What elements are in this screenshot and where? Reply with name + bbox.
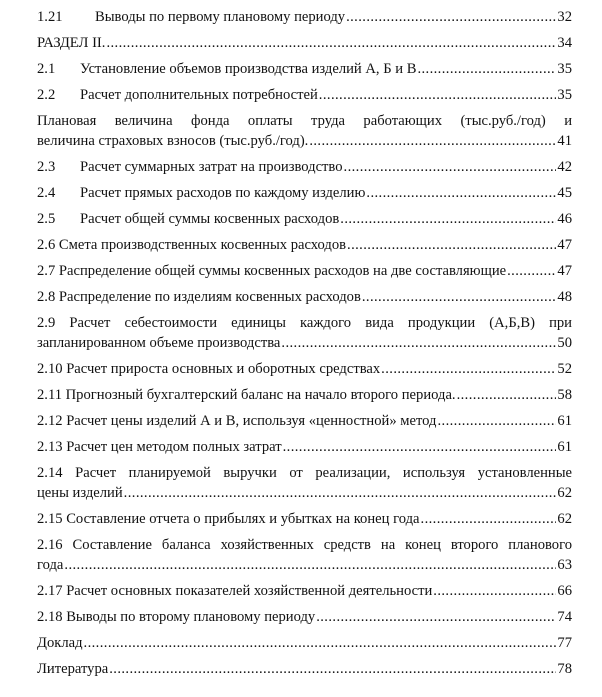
toc-entry[interactable] <box>37 633 572 653</box>
toc-entry-page: 61 <box>557 413 572 429</box>
dot-leader <box>507 261 556 281</box>
dot-leader <box>109 659 556 679</box>
dot-leader <box>362 287 557 307</box>
toc-entry-number: 1.21 <box>37 9 63 25</box>
toc-entry-page: 35 <box>557 87 572 103</box>
toc-entry-title: 2.12 Расчет цены изделий А и В, используя «ценностной» метод <box>37 413 437 429</box>
toc-entry-title: года <box>37 557 64 573</box>
toc-entry[interactable] <box>37 7 572 27</box>
toc-entry-page: 62 <box>557 485 572 501</box>
toc-entry-title: 2.10 Расчет прироста основных и оборотных средствах <box>37 361 381 377</box>
toc-entry-page: 66 <box>557 583 572 599</box>
toc-entry-title-line1: Плановая величина фонда оплаты труда работающих (тыс.руб./год) и <box>37 113 572 129</box>
toc-entry-title: РАЗДЕЛ II. <box>37 35 106 51</box>
toc-entry-page: 32 <box>557 9 572 25</box>
toc-entry-title: запланированном объеме производства <box>37 335 281 351</box>
toc-entry-page: 58 <box>557 387 572 403</box>
toc-entry-page: 35 <box>557 61 572 77</box>
toc-entry-line <box>37 483 572 503</box>
dot-leader <box>106 33 556 53</box>
toc-entry-title: 2.15 Составление отчета о прибылях и убытках на конец года <box>37 511 420 527</box>
toc-entry-page: 50 <box>557 335 572 351</box>
toc-entry[interactable] <box>37 261 572 281</box>
toc-entry-title: Расчет прямых расходов по каждому изделию <box>80 185 366 201</box>
toc-entry-title: 2.13 Расчет цен методом полных затрат <box>37 439 282 455</box>
dot-leader <box>64 555 556 575</box>
toc-entry-title: Выводы по первому плановому периоду <box>95 9 346 25</box>
toc-entry-number: 2.5 <box>37 211 56 227</box>
dot-leader <box>124 483 557 503</box>
toc-entry-line <box>37 7 572 27</box>
toc-entry[interactable] <box>37 659 572 679</box>
toc-entry[interactable] <box>37 581 572 601</box>
toc-entry-title: Доклад <box>37 635 83 651</box>
toc-entry-line <box>37 235 572 255</box>
toc-entry-line <box>37 385 572 405</box>
dot-leader <box>417 59 556 79</box>
toc-entry-line <box>37 131 572 151</box>
toc-entry[interactable] <box>37 359 572 379</box>
dot-leader <box>84 633 557 653</box>
toc-entry[interactable] <box>37 287 572 307</box>
toc-entry-line <box>37 509 572 529</box>
toc-entry-number: 2.4 <box>37 185 56 201</box>
toc-entry[interactable] <box>37 59 572 79</box>
dot-leader <box>340 209 556 229</box>
toc-entry-line <box>37 359 572 379</box>
toc-entry-line <box>37 333 572 353</box>
toc-entry-title: 2.7 Распределение общей суммы косвенных расходов на две составляющие <box>37 263 507 279</box>
toc-entry-line <box>37 183 572 203</box>
toc-entry-page: 41 <box>557 133 572 149</box>
toc-entry-line <box>37 33 572 53</box>
toc-entry[interactable] <box>37 463 572 503</box>
toc-entry-line <box>37 59 572 79</box>
toc-entry-title: 2.8 Распределение по изделиям косвенных расходов <box>37 289 361 305</box>
toc-entry-line <box>37 659 572 679</box>
toc-entry-number: 2.3 <box>37 159 56 175</box>
toc-entry[interactable] <box>37 509 572 529</box>
toc-entry-title: Расчет суммарных затрат на производство <box>80 159 343 175</box>
toc-entry-number: 2.2 <box>37 87 56 103</box>
toc-entry[interactable] <box>37 111 572 151</box>
dot-leader <box>316 607 556 627</box>
toc-entry-title-line1: 2.16 Составление баланса хозяйственных средств на конец второго планового <box>37 537 572 553</box>
toc-entry-page: 34 <box>557 35 572 51</box>
dot-leader <box>381 359 556 379</box>
toc-entry-title: 2.18 Выводы по второму плановому периоду <box>37 609 316 625</box>
toc-entry-title-line1: 2.14 Расчет планируемой выручки от реализации, используя установленные <box>37 465 572 481</box>
toc-entry-title: Расчет дополнительных потребностей <box>80 87 318 103</box>
toc-entry-page: 47 <box>557 263 572 279</box>
toc-entry-line <box>37 261 572 281</box>
dot-leader <box>366 183 556 203</box>
dot-leader <box>281 333 556 353</box>
toc-entry-line <box>37 607 572 627</box>
table-of-contents <box>37 7 572 685</box>
toc-entry-page: 45 <box>557 185 572 201</box>
toc-entry-page: 61 <box>557 439 572 455</box>
toc-entry-page: 74 <box>557 609 572 625</box>
toc-entry-page: 46 <box>557 211 572 227</box>
toc-entry-page: 48 <box>557 289 572 305</box>
toc-entry-title: 2.6 Смета производственных косвенных расходов <box>37 237 347 253</box>
toc-entry-page: 62 <box>557 511 572 527</box>
toc-entry-page: 77 <box>557 635 572 651</box>
dot-leader <box>437 411 556 431</box>
toc-entry-line <box>37 85 572 105</box>
toc-entry-page: 47 <box>557 237 572 253</box>
toc-entry-line <box>37 411 572 431</box>
toc-entry-page: 52 <box>557 361 572 377</box>
toc-entry-line <box>37 555 572 575</box>
toc-entry-title: Установление объемов производства изделий А, Б и В <box>80 61 417 77</box>
dot-leader <box>346 7 556 27</box>
dot-leader <box>344 157 557 177</box>
toc-entry[interactable] <box>37 385 572 405</box>
toc-entry[interactable] <box>37 313 572 353</box>
toc-entry-line <box>37 581 572 601</box>
toc-entry-line <box>37 633 572 653</box>
dot-leader <box>457 385 557 405</box>
toc-entry-line <box>37 209 572 229</box>
toc-entry-title-line1: 2.9 Расчет себестоимости единицы каждого вида продукции (А,Б,В) при <box>37 315 572 331</box>
dot-leader <box>283 437 557 457</box>
dot-leader <box>433 581 556 601</box>
toc-entry[interactable] <box>37 209 572 229</box>
toc-entry-title: цены изделий <box>37 485 123 501</box>
dot-leader <box>421 509 557 529</box>
toc-entry[interactable] <box>37 85 572 105</box>
toc-entry-line <box>37 287 572 307</box>
dot-leader <box>309 131 556 151</box>
toc-entry-title: 2.11 Прогнозный бухгалтерский баланс на начало второго периода. <box>37 387 456 403</box>
toc-entry-page: 42 <box>557 159 572 175</box>
toc-entry[interactable] <box>37 157 572 177</box>
dot-leader <box>319 85 557 105</box>
toc-entry[interactable] <box>37 535 572 575</box>
toc-entry-number: 2.1 <box>37 61 56 77</box>
toc-entry[interactable] <box>37 411 572 431</box>
toc-entry[interactable] <box>37 607 572 627</box>
toc-entry-line <box>37 437 572 457</box>
toc-entry-line <box>37 157 572 177</box>
dot-leader <box>347 235 556 255</box>
toc-entry[interactable] <box>37 183 572 203</box>
toc-entry-page: 63 <box>557 557 572 573</box>
toc-entry[interactable] <box>37 437 572 457</box>
toc-entry-title: Литература <box>37 661 109 677</box>
toc-entry[interactable] <box>37 235 572 255</box>
toc-entry-page: 78 <box>557 661 572 677</box>
toc-entry-title: Расчет общей суммы косвенных расходов <box>80 211 340 227</box>
toc-entry-title: 2.17 Расчет основных показателей хозяйственной деятельности <box>37 583 433 599</box>
toc-entry[interactable] <box>37 33 572 53</box>
toc-entry-title: величина страховых взносов (тыс.руб./год). <box>37 133 309 149</box>
